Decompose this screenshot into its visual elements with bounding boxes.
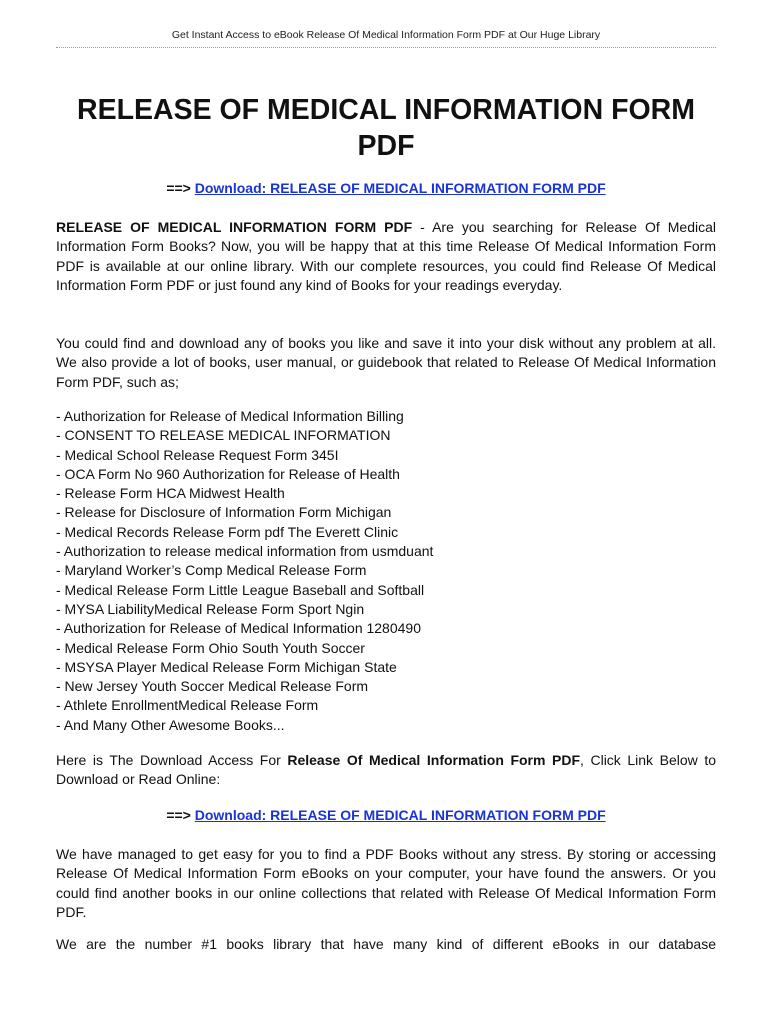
related-intro-paragraph: You could find and download any of books you like and save it into your disk without any problem at all. We also provide a lot of books, user manual, or guidebook that related to Release Of Medical Information Form PDF, such as; (56, 335, 716, 390)
list-item: - Athlete EnrollmentMedical Release Form (56, 697, 319, 714)
list-item: - Authorization for Release of Medical Information Billing (56, 408, 404, 424)
intro-text: - Are you searching for Release Of Medical Information Form Books? Now, you will be happy that at this time Release Of Medical Information Form PDF is available at our online library. With our complete resources, you could find Release Of Medical Information Form PDF or just found any kind of Books for your readings everyday. (56, 219, 716, 294)
library-paragraph: We are the number #1 books library that have many kind of different eBooks in our database (56, 936, 716, 952)
intro-bold-lead: RELEASE OF MEDICAL INFORMATION FORM PDF (56, 219, 413, 235)
download-arrow: ==> (166, 180, 191, 196)
access-pre-text: Here is The Download Access For (56, 752, 288, 768)
list-item: - MSYSA Player Medical Release Form Michigan State (56, 658, 397, 675)
access-post-text: , Click Link Below to Download or Read Online: (56, 752, 716, 788)
download-arrow: ==> (166, 807, 191, 823)
download-link-top[interactable]: Download: RELEASE OF MEDICAL INFORMATION FORM PDF (194, 180, 606, 196)
list-item: - Maryland Worker’s Comp Medical Release Form (56, 562, 367, 579)
page-header-text: Get Instant Access to eBook Release Of Medical Information Form PDF at Our Huge Library (171, 29, 601, 41)
list-item: - Medical Release Form Little League Baseball and Softball (56, 581, 425, 598)
page-title: RELEASE OF MEDICAL INFORMATION FORM PDF (76, 94, 695, 162)
related-books-list (56, 407, 716, 735)
list-item: - MYSA LiabilityMedical Release Form Sport Ngin (56, 600, 365, 617)
list-item: - New Jersey Youth Soccer Medical Release Form (56, 678, 369, 695)
list-item: - Medical Records Release Form pdf The Everett Clinic (56, 523, 399, 540)
list-item: - OCA Form No 960 Authorization for Release of Health (56, 465, 400, 482)
access-paragraph (56, 751, 716, 790)
storage-paragraph: We have managed to get easy for you to find a PDF Books without any stress. By storing or accessing Release Of Medical Information Form eBooks on your computer, your have found the answers. Or you could find another books in our online collections that related with Release Of Medical Information Form PDF. (56, 846, 716, 921)
download-line-bottom (56, 807, 716, 823)
list-item: - Authorization for Release of Medical Information 1280490 (56, 620, 421, 637)
list-item: - Release Form HCA Midwest Health (56, 485, 285, 502)
download-link-bottom[interactable]: Download: RELEASE OF MEDICAL INFORMATION FORM PDF (194, 807, 606, 823)
header-divider (56, 47, 716, 48)
list-item: - Release for Disclosure of Information Form Michigan (56, 504, 392, 521)
download-line-top (56, 180, 716, 196)
list-item: - Authorization to release medical information from usmduant (56, 543, 434, 560)
access-bold-title: Release Of Medical Information Form PDF (287, 752, 581, 768)
intro-paragraph (56, 218, 716, 296)
list-item: - Medical School Release Request Form 345I (56, 446, 339, 463)
list-item: - Medical Release Form Ohio South Youth Soccer (56, 639, 365, 656)
list-item: - CONSENT TO RELEASE MEDICAL INFORMATION (56, 427, 391, 444)
list-item: - And Many Other Awesome Books... (56, 716, 285, 733)
